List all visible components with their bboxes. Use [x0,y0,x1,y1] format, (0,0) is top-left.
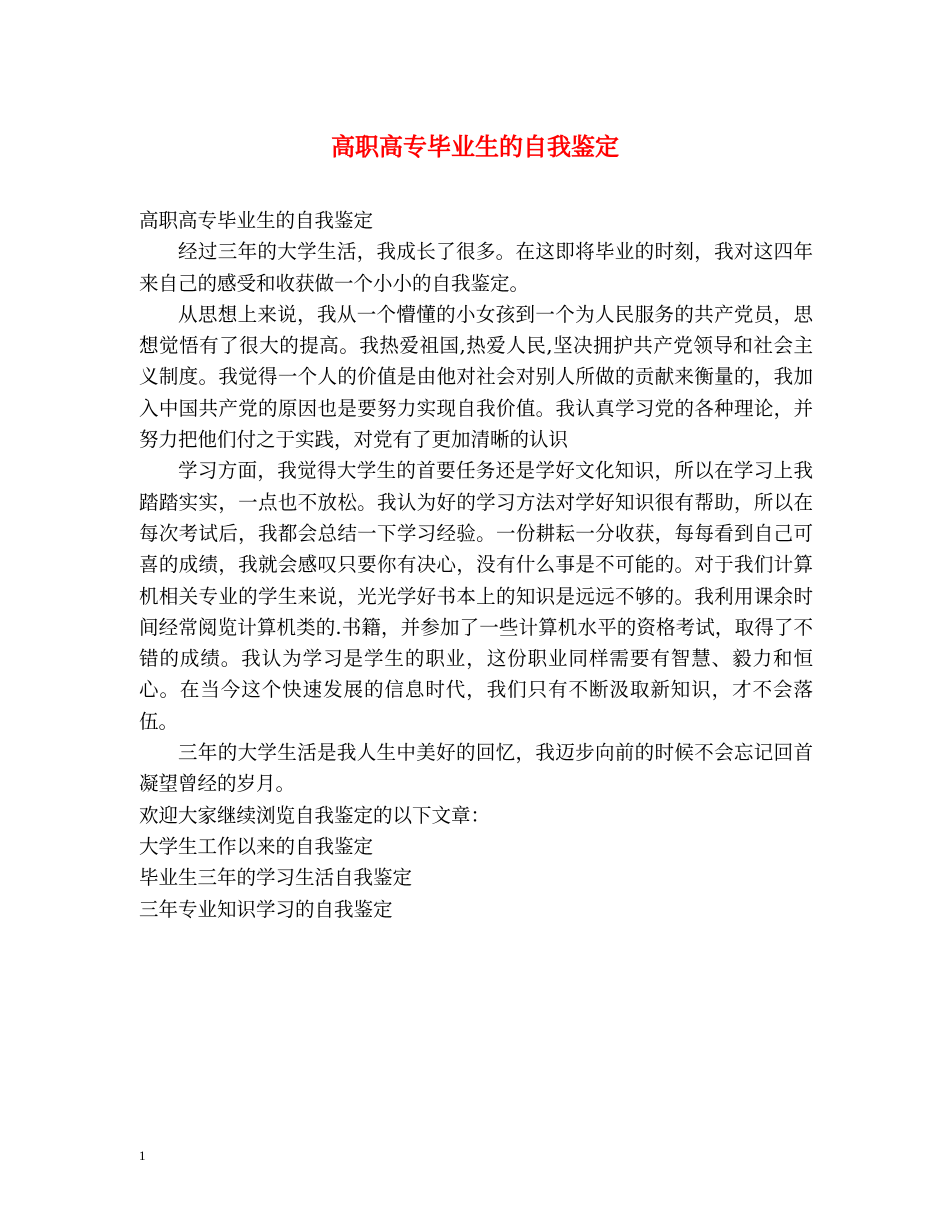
paragraph-intro: 经过三年的大学生活，我成长了很多。在这即将毕业的时刻，我对这四年来自己的感受和收获做一个小小的自我鉴定。 [139,240,813,295]
document-subtitle: 高职高专毕业生的自我鉴定 [139,209,374,232]
page-number: 1 [139,1148,146,1163]
paragraph-conclusion: 三年的大学生活是我人生中美好的回忆，我迈步向前的时候不会忘记回首凝望曾经的岁月。 [139,741,813,796]
paragraph-ideology: 从思想上来说，我从一个懵懂的小女孩到一个为人民服务的共产党员，思想觉悟有了很大的提高。我热爱祖国,热爱人民,坚决拥护共产党领导和社会主义制度。我觉得一个人的价值是由他对社会对别人所做的贡献来衡量的，我加入中国共产党的原因也是要努力实现自我价值。我认真学习党的各种理论，并努力把他们付之于实践，对党有了更加清晰的认识 [139,302,813,452]
paragraph-study: 学习方面，我觉得大学生的首要任务还是学好文化知识，所以在学习上我踏踏实实，一点也不放松。我认为好的学习方法对学好知识很有帮助，所以在每次考试后，我都会总结一下学习经验。一份耕耘一分收获，每每看到自己可喜的成绩，我就会感叹只要你有决心，没有什么事是不可能的。对于我们计算机相关专业的学生来说，光光学好书本上的知识是远远不够的。我利用课余时间经常阅览计算机类的.书籍，并参加了一些计算机水平的资格考试，取得了不错的成绩。我认为学习是学生的职业，这份职业同样需要有智慧、毅力和恒心。在当今这个快速发展的信息时代，我们只有不断汲取新知识，才不会落伍。 [139,459,813,733]
related-article-link[interactable]: 毕业生三年的学习生活自我鉴定 [139,866,413,890]
more-articles-intro: 欢迎大家继续浏览自我鉴定的以下文章： [139,803,491,827]
related-article-link[interactable]: 三年专业知识学习的自我鉴定 [139,897,393,921]
related-article-link[interactable]: 大学生工作以来的自我鉴定 [139,834,374,858]
document-body [139,205,813,925]
document-title: 高职高专毕业生的自我鉴定 [331,132,619,161]
